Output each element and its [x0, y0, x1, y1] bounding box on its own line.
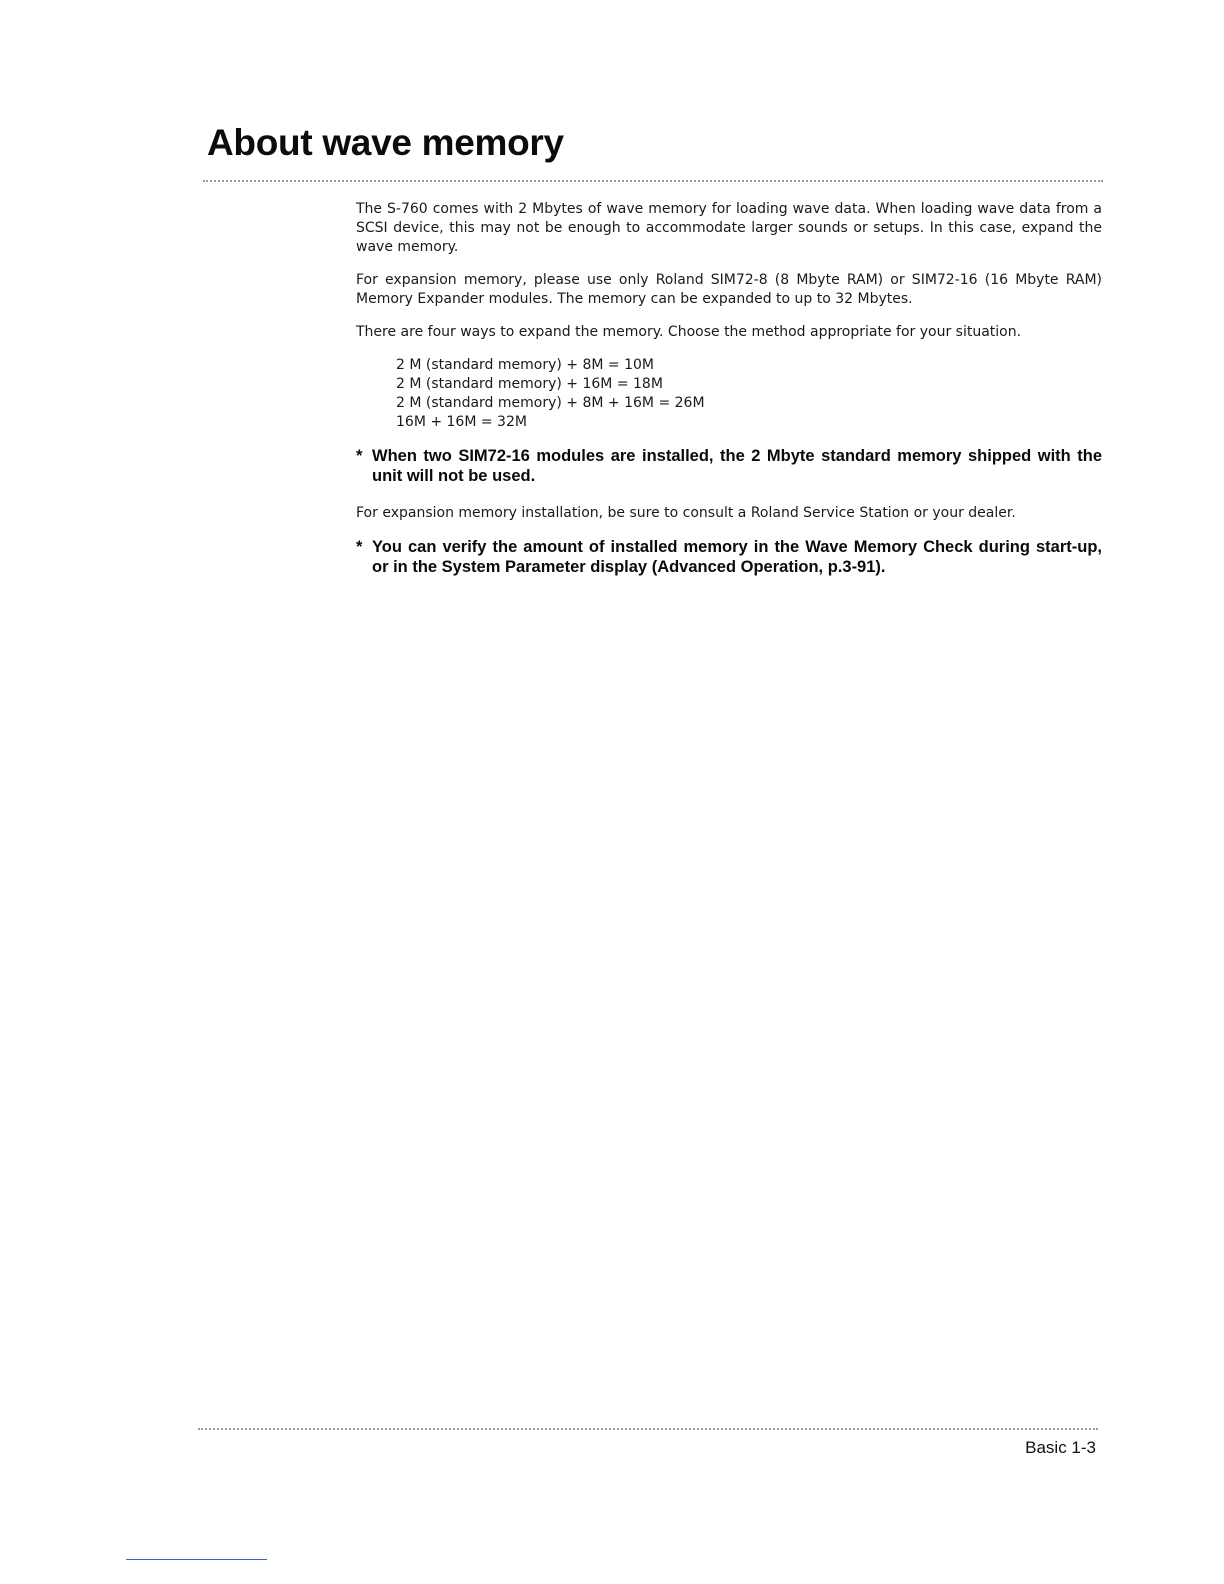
- footer-dotted-rule: [198, 1428, 1098, 1430]
- note-text: You can verify the amount of installed memory in the Wave Memory Check during start-up, or in the System Parameter display (Advanced Operation, p.3-91).: [372, 538, 1102, 576]
- expansion-methods-paragraph: There are four ways to expand the memory. Choose the method appropriate for your situation.: [356, 324, 1022, 340]
- header-dotted-rule: [203, 180, 1103, 182]
- expansion-modules-paragraph: For expansion memory, please use only Roland SIM72-8 (8 Mbyte RAM) or SIM72-16 (16 Mbyte RAM) Memory Expander modules. The memory can be expanded to up to 32 Mbytes.: [356, 272, 1102, 307]
- memory-formula-list: [396, 356, 1102, 432]
- formula-item: 2 M (standard memory) + 8M + 16M = 26M: [396, 395, 705, 411]
- page-number: Basic 1-3: [1025, 1438, 1096, 1457]
- verify-memory-note: [356, 537, 1102, 577]
- formula-item: 2 M (standard memory) + 16M = 18M: [396, 376, 663, 392]
- formula-item: 16M + 16M = 32M: [396, 414, 527, 430]
- note-asterisk: *: [356, 538, 363, 556]
- page-title: About wave memory: [207, 122, 564, 163]
- intro-paragraph: The S-760 comes with 2 Mbytes of wave memory for loading wave data. When loading wave data from a SCSI device, this may not be enough to accommodate larger sounds or setups. In this case, expand the wave memory.: [356, 201, 1102, 255]
- note-text: When two SIM72-16 modules are installed, the 2 Mbyte standard memory shipped with the unit will not be used.: [372, 447, 1102, 485]
- note-asterisk: *: [356, 447, 363, 465]
- installation-paragraph: For expansion memory installation, be sure to consult a Roland Service Station or your dealer.: [356, 505, 1016, 521]
- formula-item: 2 M (standard memory) + 8M = 10M: [396, 357, 654, 373]
- main-content: [356, 200, 1102, 595]
- standard-memory-note: [356, 446, 1102, 486]
- footer-link-underline: [126, 1559, 267, 1560]
